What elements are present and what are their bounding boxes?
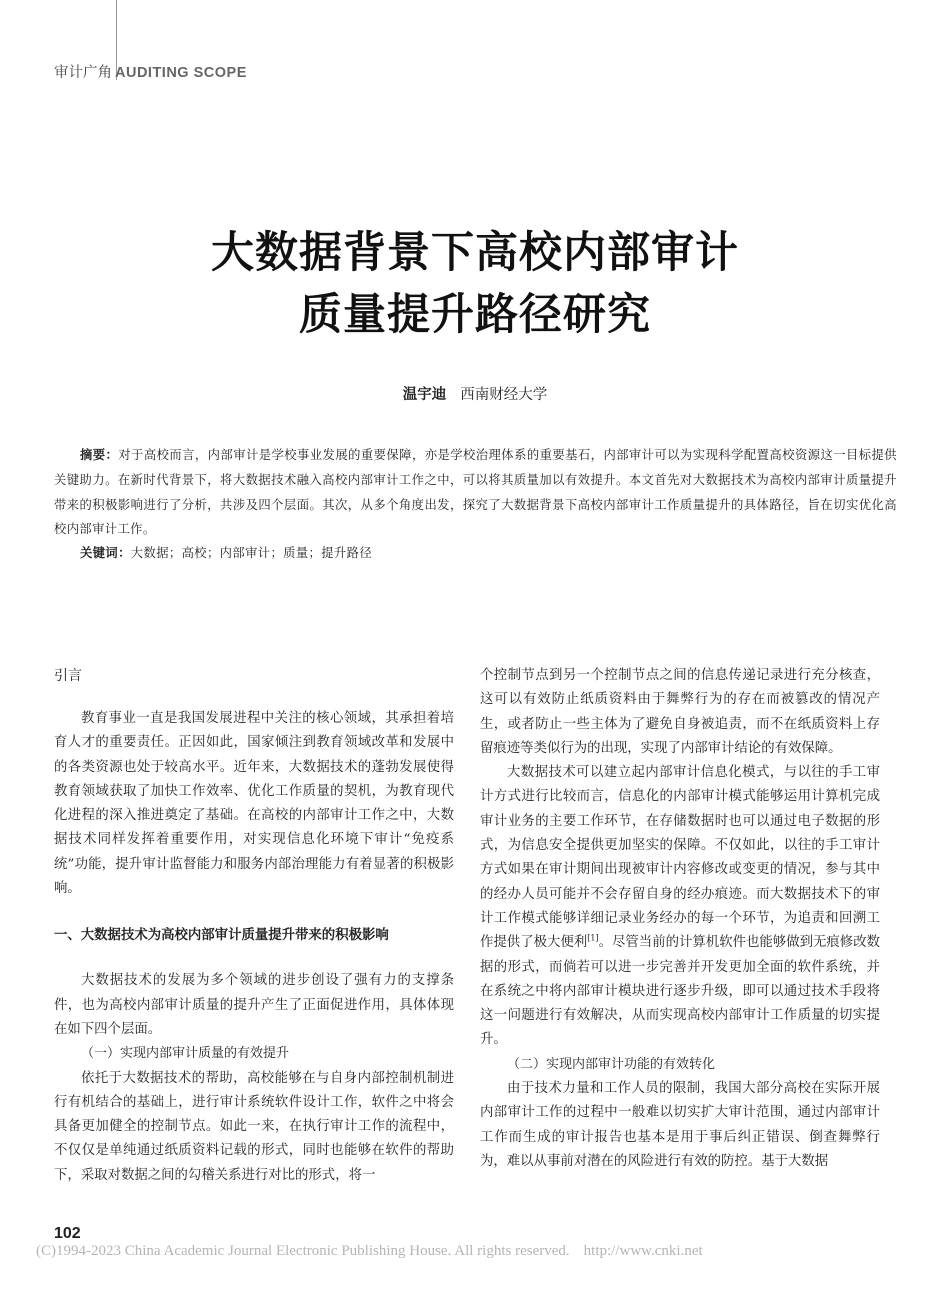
subsection-1-heading: （一）实现内部审计质量的有效提升 xyxy=(81,1046,290,1062)
abstract-label: 摘要： xyxy=(80,448,119,462)
footer-url[interactable]: http://www.cnki.net xyxy=(583,1243,703,1259)
citation-ref[interactable]: [1] xyxy=(587,933,599,943)
title-line-1: 大数据背景下高校内部审计 xyxy=(211,228,739,278)
section-1-heading: 一、大数据技术为高校内部审计质量提升带来的积极影响 xyxy=(54,928,389,944)
continued-paragraph: 个控制节点到另一个控制节点之间的信息传递记录进行充分核查，这可以有效防止纸质资料由于舞弊行为的存在而被篡改的情况产生，或者防止一些主体为了避免自身被追责，而不在纸质资料上存留痕迹等类似行为的出现，实现了内部审计结论的有效保障。 xyxy=(480,668,880,756)
copyright-text: (C)1994-2023 China Academic Journal Electronic Publishing House. All rights reserved. xyxy=(36,1243,570,1259)
section-1-paragraph: 大数据技术的发展为多个领域的进步创设了强有力的支撑条件，也为高校内部审计质量的提升产生了正面促进作用，具体体现在如下四个层面。 xyxy=(54,973,454,1037)
copyright-footer xyxy=(36,1243,703,1260)
abstract-text: 对于高校而言，内部审计是学校事业发展的重要保障，亦是学校治理体系的重要基石，内部审计可以为实现科学配置高校资源这一目标提供关键助力。在新时代背景下，将大数据技术融入高校内部审计工作之中，可以将其质量加以有效提升。本文首先对大数据技术为高校内部审计质量提升带来的积极影响进行了分析，共涉及四个层面。其次，从多个角度出发，探究了大数据背景下高校内部审计工作质量提升的具体路径，旨在切实优化高校内部审计工作。 xyxy=(54,448,898,537)
title-line-2: 质量提升路径研究 xyxy=(299,290,651,340)
author-name: 温宇迪 xyxy=(402,387,447,403)
paragraph-text-before-ref: 大数据技术可以建立起内部审计信息化模式，与以往的手工审计方式进行比较而言，信息化的内部审计模式能够运用计算机完成审计业务的主要工作环节，在存储数据时也可以通过电子数据的形式，为信息安全提供更加坚实的保障。不仅如此，以往的手工审计方式如果在审计期间出现被审计内容修改或变更的情况，参与其中的经办人员可能并不会存留自身的经办痕迹。而大数据技术下的审计工作模式能够详细记录业务经办的每一个环节，为追责和回溯工作提供了极大便利 xyxy=(480,765,880,951)
right-column xyxy=(480,664,880,1174)
page-number: 102 xyxy=(54,1225,81,1242)
keywords-label: 关键词： xyxy=(80,546,131,560)
intro-paragraph: 教育事业一直是我国发展进程中关注的核心领域，其承担着培育人才的重要责任。正因如此，国家倾注到教育领域改革和发展中的各类资源也处于较高水平。近年来，大数据技术的蓬勃发展使得教育领域获取了加快工作效率、优化工作质量的契机，为教育现代化进程的深入推进奠定了基础。在高校的内部审计工作之中，大数据技术同样发挥着重要作用，对实现信息化环境下审计“免疫系统”功能，提升审计监督能力和服务内部治理能力有着显著的积极影响。 xyxy=(54,711,454,897)
byline xyxy=(0,383,950,404)
left-column xyxy=(54,664,454,1188)
intro-heading: 引言 xyxy=(54,668,82,684)
author-affiliation: 西南财经大学 xyxy=(460,387,548,403)
subsection-2-paragraph: 由于技术力量和工作人员的限制，我国大部分高校在实际开展内部审计工作的过程中一般难以切实扩大审计范围，通过内部审计工作而生成的审计报告也基本是用于事后纠正错误、倒查舞弊行为，难以从事前对潜在的风险进行有效的防控。基于大数据 xyxy=(480,1081,880,1169)
abstract xyxy=(54,443,897,542)
subsection-2-heading: （二）实现内部审计功能的有效转化 xyxy=(507,1056,716,1072)
paragraph-informatization xyxy=(480,761,880,1053)
keywords xyxy=(54,541,897,566)
section-name-cn: 审计广角 xyxy=(54,65,112,81)
subsection-1-paragraph: 依托于大数据技术的帮助，高校能够在与自身内部控制机制进行有机结合的基础上，进行审计系统软件设计工作，软件之中将会具备更加健全的控制节点。如此一来，在执行审计工作的流程中，不仅仅是单纯通过纸质资料记载的形式，同时也能够在软件的帮助下，采取对数据之间的勾稽关系进行对比的形式，将一 xyxy=(54,1070,454,1183)
running-header xyxy=(54,61,247,82)
article-title xyxy=(0,222,950,346)
section-name-en: AUDITING SCOPE xyxy=(115,65,247,81)
paragraph-text-after-ref: 。尽管当前的计算机软件也能够做到无痕修改数据的形式，而倘若可以进一步完善并开发更加全面的软件系统，并在系统之中将内部审计模块进行逐步升级，即可以通过技术手段将这一问题进行有效解决，从而实现高校内部审计工作质量的切实提升。 xyxy=(480,935,881,1048)
keywords-text: 大数据；高校；内部审计；质量；提升路径 xyxy=(130,546,373,560)
